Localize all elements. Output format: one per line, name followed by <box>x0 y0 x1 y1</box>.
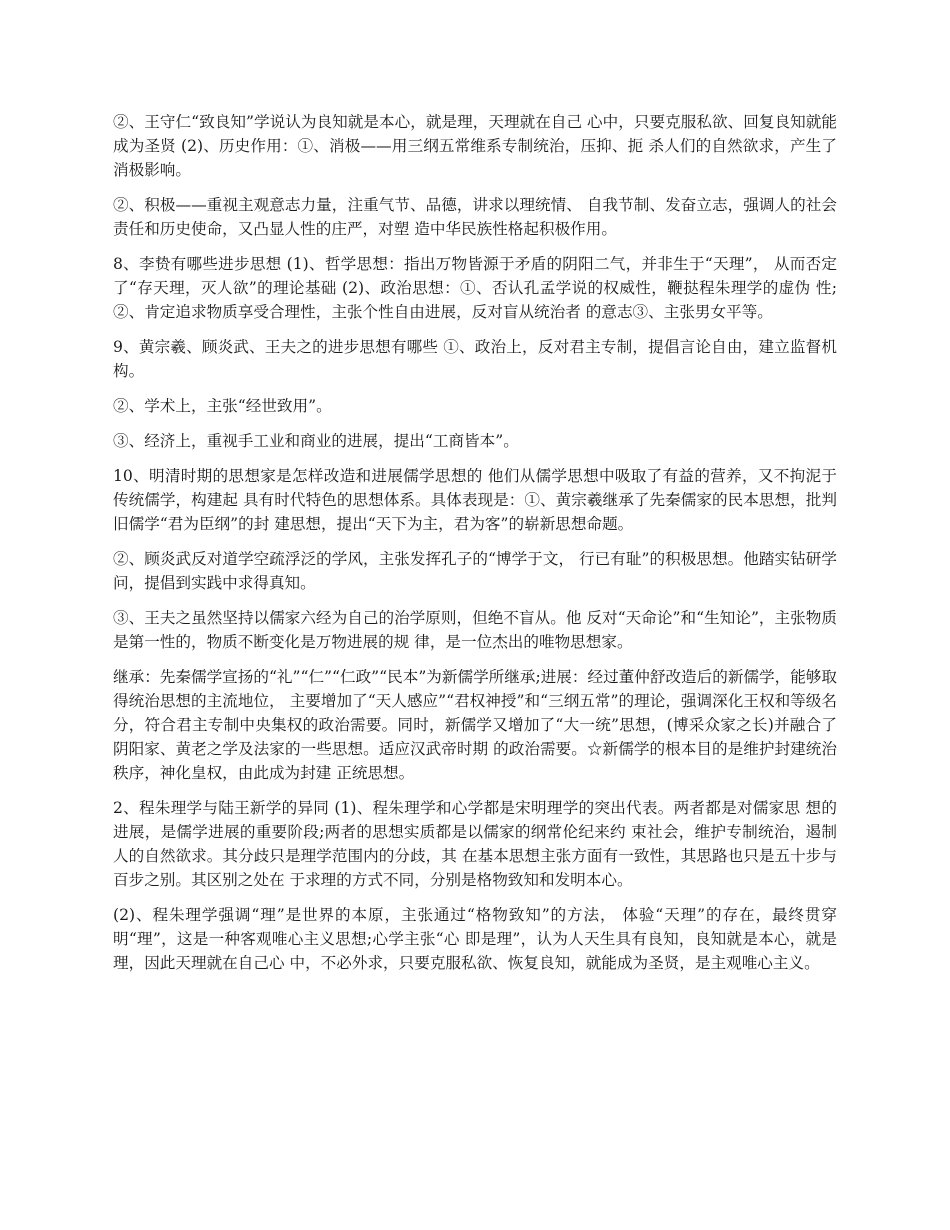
paragraph-li-zhi-thought: 8、李贽有哪些进步思想 (1)、哲学思想：指出万物皆源于矛盾的阴阳二气，并非生于“天理”， 从而否定了“存天理，灭人欲”的理论基础 (2)、政治思想：①、否认孔孟学说的权威性，鞭挞程朱理学的虚伪 性;②、肯定追求物质享受合理性，主张个性自由进展，反对盲从统治者 的意志③、主张男女平等。 <box>113 255 837 321</box>
paragraph-ming-qing-thinkers: 10、明清时期的思想家是怎样改造和进展儒学思想的 他们从儒学思想中吸取了有益的营养，又不拘泥于传统儒学，构建起 具有时代特色的思想体系。具体表现是：①、黄宗羲继承了先秦儒家的民本思想，批判旧儒学“君为臣纲”的封 建思想，提出“天下为主，君为客”的崭新思想命题。 <box>113 467 837 533</box>
paragraph-wang-fuzhi: ③、王夫之虽然坚持以儒家六经为自己的治学原则，但绝不盲从。他 反对“天命论”和“生知论”，主张物质是第一性的，物质不断变化是万物进展的规 律，是一位杰出的唯物思想家。 <box>113 609 837 651</box>
document-body <box>113 110 837 986</box>
paragraph-cheng-zhu-lu-wang: 2、程朱理学与陆王新学的异同 (1)、程朱理学和心学都是宋明理学的突出代表。两者都是对儒家思 想的进展，是儒学进展的重要阶段;两者的思想实质都是以儒家的纲常伦纪来约 束社会，维护专制统治，遏制人的自然欲求。其分歧只是理学范围内的分歧，其 在基本思想主张方面有一致性，其思路也只是五十步与百步之别。其区别之处在 于求理的方式不同，分别是格物致知和发明本心。 <box>113 799 837 889</box>
paragraph-positive-role: ②、积极——重视主观意志力量，注重气节、品德，讲求以理统情、 自我节制、发奋立志，强调人的社会责任和历史使命，又凸显人性的庄严，对塑 造中华民族性格起积极作用。 <box>113 196 837 238</box>
paragraph-gu-yanwu: ②、顾炎武反对道学空疏浮泛的学风，主张发挥孔子的“博学于文， 行已有耻”的积极思想。他踏实钻研学问，提倡到实践中求得真知。 <box>113 550 837 592</box>
paragraph-academic: ②、学术上，主张“经世致用”。 <box>113 397 332 415</box>
paragraph-three-thinkers: 9、黄宗羲、顾炎武、王夫之的进步思想有哪些 ①、政治上，反对君主专制，提倡言论自由，建立监督机构。 <box>113 338 837 380</box>
paragraph-inheritance: 继承：先秦儒学宣扬的“礼”“仁”“仁政”“民本”为新儒学所继承;进展：经过董仲舒改造后的新儒学，能够取得统治思想的主流地位， 主要增加了“天人感应”“君权神授”和“三纲五常”的理论，强调深化王权和等级名 分，符合君主专制中央集权的政治需要。同时，新儒学又增加了“大一统”思想，(博采众家之长)并融合了阴阳家、黄老之学及法家的一些思想。适应汉武帝时期 的政治需要。☆新儒学的根本目的是维护封建统治秩序，神化皇权，由此成为封建 正统思想。 <box>113 668 837 782</box>
paragraph-economic: ③、经济上，重视手工业和商业的进展，提出“工商皆本”。 <box>113 432 519 450</box>
paragraph-wang-shouren-zhiliangzhi: ②、王守仁“致良知”学说认为良知就是本心，就是理，天理就在自己 心中，只要克服私欲、回复良知就能成为圣贤 (2)、历史作用：①、消极——用三纲五常维系专制统治，压抑、扼 杀人们的自然欲求，产生了消极影响。 <box>113 113 837 179</box>
paragraph-cheng-zhu-li: (2)、程朱理学强调“理”是世界的本原，主张通过“格物致知”的方法， 体验“天理”的存在，最终贯穿明“理”，这是一种客观唯心主义思想;心学主张“心 即是理”，认为人天生具有良知，良知就是本心，就是理，因此天理就在自己心 中，不必外求，只要克服私欲、恢复良知，就能成为圣贤，是主观唯心主义。 <box>113 906 837 972</box>
